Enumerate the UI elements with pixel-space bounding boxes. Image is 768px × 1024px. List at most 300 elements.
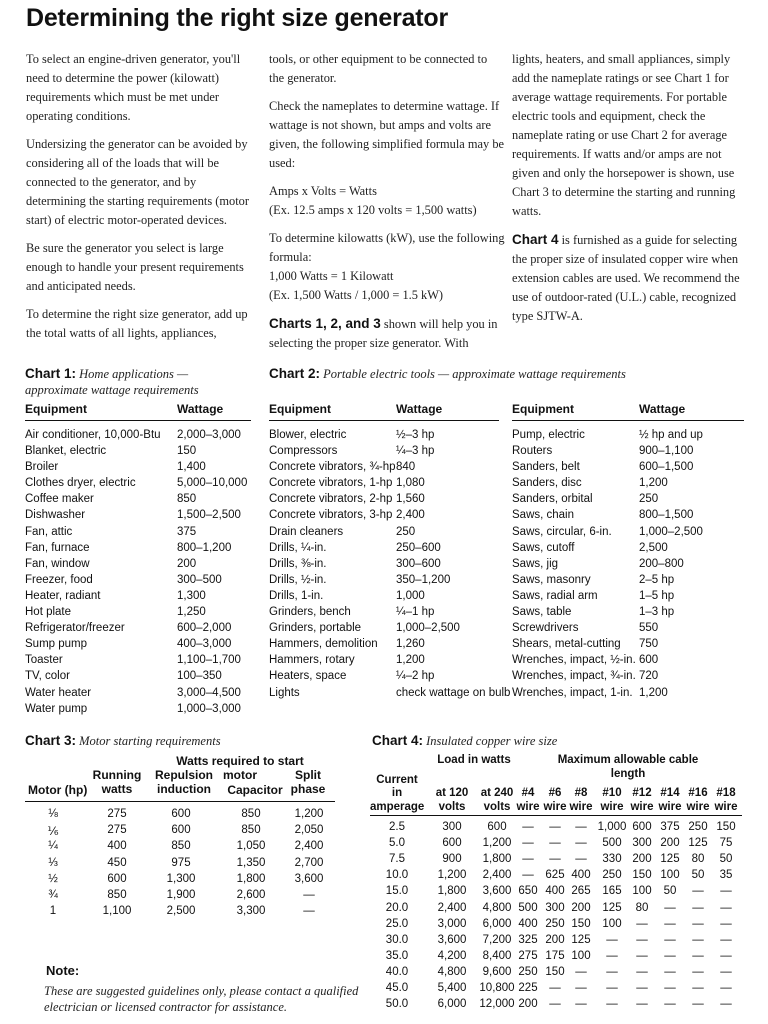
table-row [269, 507, 504, 523]
wire-4-cell: 200 [518, 998, 538, 1011]
wire-4-cell: — [522, 837, 534, 850]
split-phase-cell: — [303, 889, 315, 901]
wire-16-cell: — [692, 949, 704, 962]
chart4-subtitle: Insulated copper wire size [426, 734, 558, 748]
wire-18-cell: — [720, 949, 732, 962]
wire-6-cell: — [549, 998, 561, 1011]
table-row [512, 556, 744, 572]
wire-4-cell: 650 [518, 885, 538, 898]
equipment-cell: Routers [512, 445, 553, 458]
capacitor-cell: 3,300 [236, 905, 266, 918]
wire-18-cell: 50 [719, 853, 733, 866]
table-row [512, 507, 744, 523]
equipment-cell: Drills, ½-in. [269, 573, 327, 586]
repulsion-cell: 975 [171, 856, 191, 869]
wire-14-cell: — [664, 901, 676, 914]
table-row [512, 572, 744, 588]
table-row [269, 604, 504, 620]
table-row [370, 918, 742, 933]
watts-120-cell: 1,800 [437, 885, 467, 898]
table-row [269, 475, 504, 491]
motor-hp-cell: ⅙ [47, 826, 59, 839]
wire-18-cell: 150 [716, 821, 736, 833]
wire-14-cell: — [664, 933, 676, 946]
equipment-cell: Wrenches, impact, ½-in. [512, 654, 636, 667]
wattage-cell: 3,000–4,500 [177, 686, 241, 699]
wire-16-cell: — [692, 933, 704, 946]
watts-120-cell: 600 [442, 837, 462, 850]
equipment-cell: Saws, jig [512, 557, 559, 570]
table-row [269, 459, 504, 475]
wire-18-cell: — [720, 982, 732, 994]
table-row [25, 459, 251, 475]
table-row [269, 636, 504, 652]
wire-12-cell: — [636, 965, 648, 978]
equipment-cell: Clothes dryer, electric [25, 477, 136, 490]
wire-8-cell: — [575, 837, 587, 850]
capacitor-cell: 1,800 [236, 872, 266, 885]
equipment-cell: Heaters, space [269, 670, 347, 683]
chart3-label: Chart 3: [25, 733, 77, 748]
running-watts-cell: 275 [107, 824, 127, 837]
wire-14-cell: 200 [660, 837, 680, 850]
motor-hp-cell: ¾ [48, 889, 58, 901]
intro-paragraph: Undersizing the generator can be avoided by considering all of the loads that will be connected to the generator, and by determining the starting requirements (motor start) of electric motor-operated devices. [26, 137, 249, 227]
current-cell: 50.0 [385, 998, 409, 1011]
wattage-cell: 250 [639, 493, 659, 506]
wattage-cell: 800–1,500 [639, 509, 694, 522]
wire-16-cell: — [692, 998, 704, 1011]
watts-120-cell: 4,800 [437, 965, 467, 978]
wire-8-cell: — [575, 821, 587, 833]
table-row [25, 507, 251, 523]
table-row [25, 840, 335, 855]
repulsion-cell: 1,300 [166, 872, 196, 885]
table-row [25, 491, 251, 507]
wattage-cell: ¼–2 hp [396, 670, 435, 683]
col-header-running-watts: Running watts [92, 768, 142, 796]
watts-120-cell: 3,600 [437, 933, 467, 946]
wire-14-cell: 375 [660, 821, 680, 833]
wire-14-cell: 50 [663, 885, 677, 898]
equipment-cell: Drills, ⅜-in. [269, 557, 327, 570]
table-row [25, 636, 251, 652]
watts-120-cell: 4,200 [437, 949, 467, 962]
table-row [25, 701, 251, 717]
chart4-group-cable: Maximum allowable cable length [557, 754, 699, 780]
current-cell: 15.0 [385, 885, 409, 898]
col-header-current: Current in amperage [370, 773, 425, 813]
wattage-cell: 2,500 [639, 541, 668, 554]
equipment-cell: Drain cleaners [269, 525, 344, 538]
equipment-cell: Saws, radial arm [512, 589, 598, 602]
wattage-cell: 5,000–10,000 [177, 477, 248, 490]
formula-paragraph: To determine kilowatts (kW), use the following formula: 1,000 Watts = 1 Kilowatt (Ex. 1,500 Watts / 1,000 = 1.5 kW) [269, 231, 505, 302]
intro-column-2 [269, 50, 505, 362]
chart1-header [25, 402, 251, 421]
wattage-cell: ¼–3 hp [396, 445, 435, 458]
wire-14-cell: — [664, 917, 676, 930]
capacitor-cell: 2,600 [236, 889, 266, 901]
table-row [25, 524, 251, 540]
watts-240-cell: 9,600 [482, 965, 512, 978]
charts-lead: Charts 1, 2, and 3 [269, 316, 381, 331]
wire-14-cell: 100 [660, 869, 680, 882]
equipment-cell: Dishwasher [25, 509, 86, 522]
running-watts-cell: 275 [107, 808, 127, 820]
running-watts-cell: 850 [107, 889, 127, 901]
col-header-240v: at 240 volts [480, 787, 514, 813]
equipment-cell: Drills, 1-in. [269, 589, 324, 602]
col-header-wattage: Wattage [396, 402, 443, 416]
wire-10-cell: 500 [602, 837, 622, 850]
motor-hp-cell: ⅓ [48, 856, 58, 869]
wire-10-cell: — [606, 998, 618, 1011]
table-row [370, 837, 742, 852]
wire-10-cell: — [606, 965, 618, 978]
wire-18-cell: — [720, 998, 732, 1011]
wattage-cell: 550 [639, 622, 659, 635]
wire-16-cell: 50 [691, 869, 705, 882]
table-row [512, 604, 744, 620]
table-row [269, 668, 504, 684]
equipment-cell: Fan, window [25, 557, 90, 570]
wire-4-cell: 225 [518, 982, 538, 994]
wattage-cell: 1,000 [396, 589, 425, 602]
wattage-cell: 200–800 [639, 557, 684, 570]
wattage-cell: 350–1,200 [396, 573, 451, 586]
equipment-cell: Sump pump [25, 638, 88, 651]
table-row [269, 685, 511, 701]
wire-8-cell: 150 [571, 917, 591, 930]
wire-14-cell: — [664, 998, 676, 1011]
chart4-group-load: Load in watts [437, 754, 511, 766]
split-phase-cell: 2,400 [294, 840, 324, 853]
equipment-cell: Coffee maker [25, 493, 94, 506]
current-cell: 10.0 [385, 869, 409, 882]
intro-paragraph [269, 314, 505, 353]
equipment-cell: Fan, attic [25, 525, 73, 538]
wattage-cell: 300–500 [177, 573, 222, 586]
equipment-cell: Wrenches, impact, 1-in. [512, 686, 633, 699]
wire-18-cell: — [720, 917, 732, 930]
col-header-wire-12: #12 wire [630, 787, 654, 813]
wire-10-cell: — [606, 949, 618, 962]
current-cell: 40.0 [385, 965, 409, 978]
equipment-cell: Broiler [25, 461, 59, 474]
intro-column-1 [26, 50, 258, 352]
wire-6-cell: 300 [545, 901, 565, 914]
chart1-table [25, 427, 251, 717]
table-row [25, 652, 251, 668]
table-row [512, 491, 744, 507]
wire-18-cell: — [720, 965, 732, 978]
current-cell: 5.0 [389, 837, 405, 850]
formula-paragraph: Amps x Volts = Watts (Ex. 12.5 amps x 120 volts = 1,500 watts) [269, 184, 477, 217]
wattage-cell: 2,000–3,000 [177, 429, 241, 441]
wattage-cell: 375 [177, 525, 197, 538]
table-row [512, 443, 744, 459]
wire-12-cell: 150 [632, 869, 652, 882]
wattage-cell: 1–3 hp [639, 606, 675, 619]
equipment-cell: Pump, electric [512, 429, 585, 441]
chart2-table-a [269, 427, 511, 701]
chart4-title [372, 733, 557, 749]
running-watts-cell: 600 [107, 872, 127, 885]
wire-6-cell: 175 [545, 949, 565, 962]
watts-120-cell: 300 [442, 821, 462, 833]
wire-8-cell: 400 [571, 869, 591, 882]
wire-10-cell: 165 [602, 885, 622, 898]
equipment-cell: Heater, radiant [25, 589, 101, 602]
wattage-cell: 1,200 [396, 654, 425, 667]
current-cell: 35.0 [385, 949, 409, 962]
intro-paragraph: Check the nameplates to determine wattage. If wattage is not shown, but amps and volts are given, the following simplified formula may be used: [269, 99, 505, 170]
equipment-cell: Wrenches, impact, ¾-in. [512, 670, 636, 683]
wire-4-cell: 500 [518, 901, 538, 914]
equipment-cell: Fan, furnace [25, 541, 90, 554]
split-phase-cell: 2,050 [294, 824, 324, 837]
table-row [25, 889, 335, 904]
intro-paragraph: Be sure the generator you select is large enough to handle your present requirements and anticipated needs. [26, 241, 244, 293]
equipment-cell: Blanket, electric [25, 445, 107, 458]
equipment-cell: Saws, masonry [512, 573, 591, 586]
col-header-wattage: Wattage [639, 402, 686, 416]
split-phase-cell: 1,200 [294, 808, 324, 820]
wattage-cell: 1,080 [396, 477, 425, 490]
intro-column-3 [512, 50, 748, 335]
wattage-cell: 2,400 [396, 509, 425, 522]
wire-10-cell: 250 [602, 869, 622, 882]
watts-240-cell: 3,600 [482, 885, 512, 898]
split-phase-cell: 2,700 [294, 856, 324, 869]
watts-240-cell: 10,800 [479, 982, 515, 994]
table-row [269, 524, 504, 540]
wire-10-cell: 1,000 [597, 821, 627, 833]
wire-18-cell: 75 [719, 837, 733, 850]
equipment-cell: Blower, electric [269, 429, 347, 441]
wattage-cell: 1,260 [396, 638, 425, 651]
wire-16-cell: — [692, 965, 704, 978]
running-watts-cell: 400 [107, 840, 127, 853]
wire-12-cell: — [636, 982, 648, 994]
chart3-title [25, 733, 221, 749]
wattage-cell: 1,000–2,500 [396, 622, 460, 635]
wattage-cell: ½–3 hp [396, 429, 435, 441]
current-cell: 7.5 [389, 853, 405, 866]
equipment-cell: Hot plate [25, 606, 72, 619]
table-row [269, 491, 504, 507]
wire-8-cell: — [575, 853, 587, 866]
chart2-header-b [512, 402, 744, 421]
watts-120-cell: 6,000 [437, 998, 467, 1011]
table-row [512, 685, 744, 701]
equipment-cell: Concrete vibrators, ¾-hp [269, 461, 396, 474]
intro-paragraph [512, 230, 748, 326]
table-row [370, 998, 742, 1013]
watts-240-cell: 4,800 [482, 901, 512, 914]
wattage-cell: 900–1,100 [639, 445, 694, 458]
chart4-divider [370, 815, 742, 816]
col-header-wire-6: #6 wire [543, 787, 567, 813]
table-row [25, 905, 335, 920]
wire-18-cell: — [720, 933, 732, 946]
col-header-motor-hp: Motor (hp) [28, 783, 88, 797]
table-row [25, 808, 335, 823]
wire-12-cell: 100 [632, 885, 652, 898]
wire-18-cell: — [720, 885, 732, 898]
capacitor-cell: 1,050 [236, 840, 266, 853]
wire-8-cell: — [575, 982, 587, 994]
col-header-wire-8: #8 wire [569, 787, 593, 813]
watts-240-cell: 1,200 [482, 837, 512, 850]
wire-8-cell: 100 [571, 949, 591, 962]
wattage-cell: 800–1,200 [177, 541, 232, 554]
chart2-title [269, 366, 626, 382]
wire-14-cell: 125 [660, 853, 680, 866]
wire-12-cell: — [636, 917, 648, 930]
chart2-subtitle: Portable electric tools — approximate wattage requirements [323, 367, 626, 381]
table-row [512, 459, 744, 475]
watts-120-cell: 2,400 [437, 901, 467, 914]
wire-6-cell: 625 [545, 869, 565, 882]
wattage-cell: 100–350 [177, 670, 222, 683]
capacitor-cell: 850 [241, 808, 261, 820]
table-row [370, 950, 742, 965]
table-row [370, 966, 742, 981]
motor-hp-cell: ⅛ [48, 808, 58, 820]
chart4-header [370, 768, 742, 814]
wire-6-cell: — [549, 821, 561, 833]
chart2-table-b [512, 427, 744, 701]
wire-16-cell: — [692, 982, 704, 994]
table-row [269, 427, 504, 443]
split-phase-cell: — [303, 905, 315, 918]
running-watts-cell: 1,100 [102, 905, 132, 918]
repulsion-cell: 2,500 [166, 905, 196, 918]
wire-16-cell: — [692, 901, 704, 914]
capacitor-cell: 850 [241, 824, 261, 837]
wattage-cell: 1,000–3,000 [177, 702, 241, 715]
watts-120-cell: 5,400 [437, 982, 467, 994]
col-header-equipment: Equipment [512, 402, 574, 416]
wire-12-cell: 80 [635, 901, 649, 914]
table-row [25, 873, 335, 888]
table-row [25, 604, 251, 620]
wattage-cell: 850 [177, 493, 197, 506]
table-row [269, 652, 504, 668]
col-header-wattage: Wattage [177, 402, 224, 416]
table-row [370, 902, 742, 917]
wire-6-cell: — [549, 982, 561, 994]
wattage-cell: 1,250 [177, 606, 206, 619]
chart1-title [25, 366, 199, 398]
wire-14-cell: — [664, 982, 676, 994]
wire-6-cell: 150 [545, 965, 565, 978]
repulsion-cell: 600 [171, 808, 191, 820]
wattage-cell: ¼–1 hp [396, 606, 435, 619]
chart2-label: Chart 2: [269, 366, 321, 381]
repulsion-cell: 850 [171, 840, 191, 853]
equipment-cell: Concrete vibrators, 2-hp [269, 493, 393, 506]
motor-hp-cell: ¼ [48, 840, 58, 853]
equipment-cell: TV, color [25, 670, 70, 683]
wire-12-cell: 200 [632, 853, 652, 866]
wire-4-cell: 325 [518, 933, 538, 946]
wire-8-cell: 200 [571, 901, 591, 914]
equipment-cell: Grinders, portable [269, 622, 362, 635]
wire-6-cell: 250 [545, 917, 565, 930]
col-header-wire-10: #10 wire [600, 787, 624, 813]
wattage-cell: 250–600 [396, 541, 441, 554]
wire-16-cell: 125 [688, 837, 708, 850]
table-row [269, 556, 504, 572]
wattage-cell: 1,200 [639, 686, 668, 699]
col-header-wire-14: #14 wire [658, 787, 682, 813]
wattage-cell: 1,100–1,700 [177, 654, 241, 667]
page-title: Determining the right size generator [26, 4, 449, 32]
wire-16-cell: — [692, 885, 704, 898]
equipment-cell: Lights [269, 686, 300, 699]
repulsion-cell: 1,900 [166, 889, 196, 901]
current-cell: 45.0 [385, 982, 409, 994]
intro-paragraph: To determine the right size generator, add up the total watts of all lights, appliances, [26, 307, 248, 340]
wire-10-cell: 330 [602, 853, 622, 866]
equipment-cell: Concrete vibrators, 1-hp [269, 477, 393, 490]
wattage-cell: ½ hp and up [639, 429, 703, 441]
wire-6-cell: 200 [545, 933, 565, 946]
chart3-subtitle: Motor starting requirements [79, 734, 221, 748]
watts-240-cell: 12,000 [479, 998, 515, 1011]
wire-14-cell: — [664, 965, 676, 978]
table-row [512, 475, 744, 491]
table-row [25, 824, 335, 839]
charts-lead-text: shown will help you in selecting the proper size generator. With [269, 317, 498, 350]
wattage-cell: 200 [177, 557, 197, 570]
watts-240-cell: 600 [487, 821, 507, 833]
wire-4-cell: — [522, 853, 534, 866]
wattage-cell: 720 [639, 670, 659, 683]
wire-6-cell: — [549, 853, 561, 866]
table-row [25, 427, 251, 443]
table-row [370, 869, 742, 884]
equipment-cell: Grinders, bench [269, 606, 351, 619]
col-header-wire-16: #16 wire [686, 787, 710, 813]
col-header-equipment: Equipment [269, 402, 331, 416]
table-row [25, 475, 251, 491]
table-row [512, 620, 744, 636]
wattage-cell: 150 [177, 445, 197, 458]
motor-hp-cell: ½ [48, 872, 58, 885]
col-header-equipment: Equipment [25, 402, 87, 416]
table-row [269, 620, 504, 636]
wattage-cell: 300–600 [396, 557, 441, 570]
equipment-cell: Screwdrivers [512, 622, 579, 635]
wire-12-cell: 600 [632, 821, 652, 833]
wattage-cell: 1,000–2,500 [639, 525, 703, 538]
chart4-lead-text: is furnished as a guide for selecting the proper size of insulated copper wire when extension cables are used. We recommend the use of outdoor-rated (U.L.) cable, recognized type SJTW-A. [512, 233, 740, 323]
equipment-cell: Concrete vibrators, 3-hp [269, 509, 393, 522]
current-cell: 20.0 [385, 901, 409, 914]
watts-240-cell: 2,400 [482, 869, 512, 882]
equipment-cell: Saws, chain [512, 509, 575, 522]
col-header-wire-18: #18 wire [714, 787, 738, 813]
equipment-cell: Saws, cutoff [512, 541, 575, 554]
wire-12-cell: 300 [632, 837, 652, 850]
wattage-cell: 840 [396, 461, 416, 474]
wattage-cell: 600–2,000 [177, 622, 232, 635]
repulsion-cell: 600 [171, 824, 191, 837]
